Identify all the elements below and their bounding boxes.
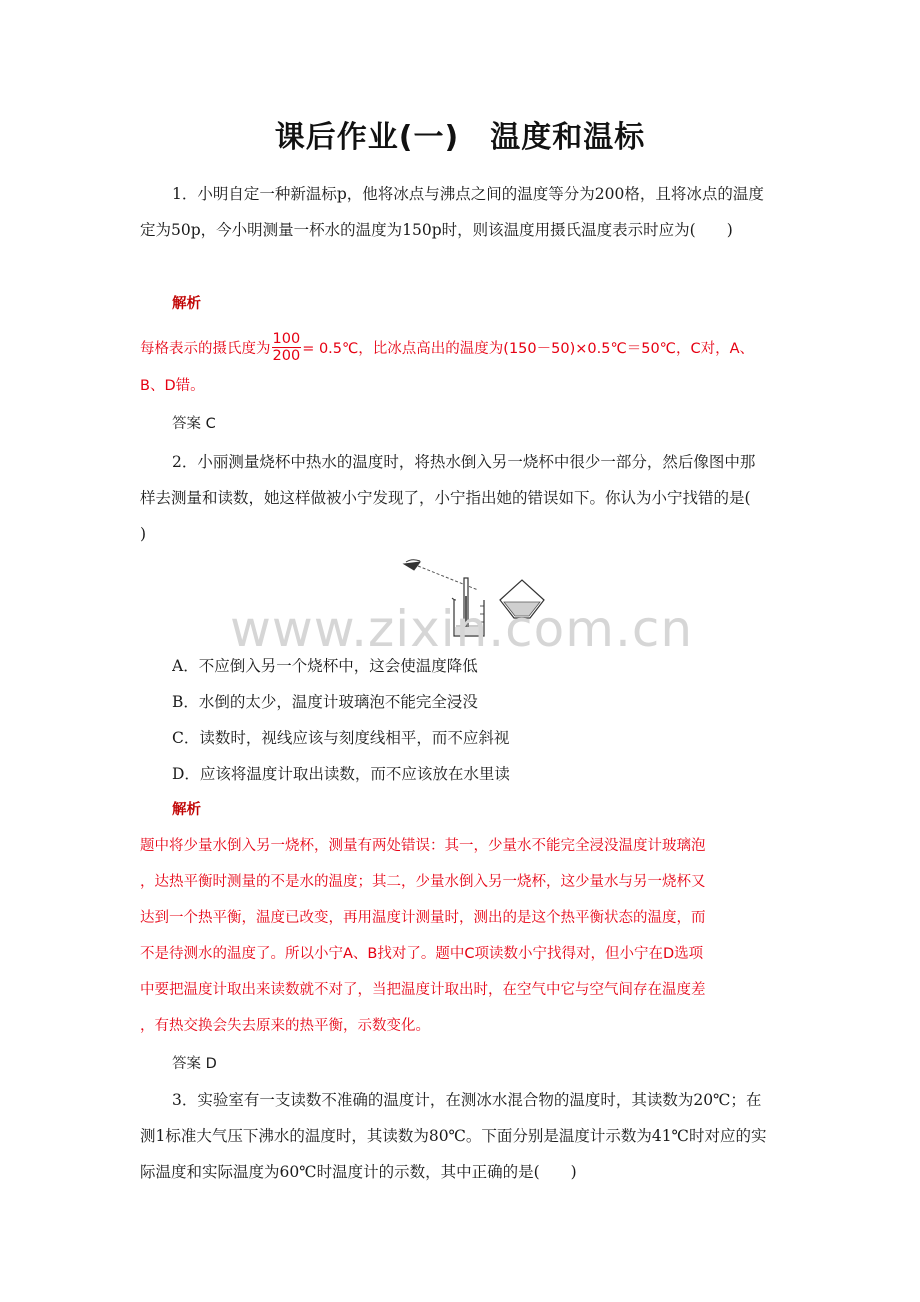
page-title: 课后作业(一) 温度和温标 <box>274 120 646 155</box>
q1-exp-rest: = 0.5℃，比冰点高出的温度为(150－50)×0.5℃＝50℃，C对，A、 <box>302 341 755 357</box>
q2-explanation-line: 题中将少量水倒入另一烧杯，测量有两处错误：其一，少量水不能完全浸没温度计玻璃泡 <box>140 838 706 854</box>
q1-stem-line2: 定为50p，今小明测量一杯水的温度为150p时，则该温度用摄氏温度表示时应为( ) <box>140 221 733 239</box>
q2-stem-line1: 2．小丽测量烧杯中热水的温度时，将热水倒入另一烧杯中很少一部分，然后像图中那 <box>172 453 756 471</box>
q1-fraction-denominator: 200 <box>272 347 301 364</box>
q1-explanation-line1 <box>140 332 785 368</box>
q2-option-a: A．不应倒入另一个烧杯中，这会使温度降低 <box>172 657 478 675</box>
q2-explanation-line: ，达热平衡时测量的不是水的温度；其二，少量水倒入另一烧杯，这少量水与另一烧杯又 <box>140 874 706 890</box>
q1-explanation-line2: B、D错。 <box>140 378 205 394</box>
q2-jiexi-label: 解析 <box>172 802 201 818</box>
q1-stem-line1: 1．小明自定一种新温标p，他将冰点与沸点之间的温度等分为200格，且将冰点的温度 <box>172 185 764 203</box>
q3-stem-line1: 3．实验室有一支读数不准确的温度计，在测冰水混合物的温度时，其读数为20℃；在 <box>172 1091 762 1109</box>
q1-fraction-numerator: 100 <box>272 332 301 347</box>
q1-exp-prefix: 每格表示的摄氏度为 <box>140 341 271 357</box>
q2-explanation-line: 不是待测水的温度了。所以小宁A、B找对了。题中C项读数小宁找得对，但小宁在D选项 <box>140 946 704 962</box>
q2-option-c: C．读数时，视线应该与刻度线相平，而不应斜视 <box>172 729 510 747</box>
q2-answer: 答案 D <box>172 1056 217 1072</box>
q2-stem-line2: 样去测量和读数，她这样做被小宁发现了，小宁指出她的错误如下。你认为小宁找错的是( <box>140 489 751 507</box>
q2-stem-line3: ) <box>140 525 147 543</box>
watermark-text: www.zixin.com.cn <box>230 600 694 658</box>
q2-explanation-line: 中要把温度计取出来读数就不对了，当把温度计取出时，在空气中它与空气间存在温度差 <box>140 982 706 998</box>
q3-stem-line2: 测1标准大气压下沸水的温度时，其读数为80℃。下面分别是温度计示数为41℃时对应的实 <box>140 1127 767 1145</box>
q1-jiexi-label: 解析 <box>172 296 201 312</box>
q3-stem-line3: 际温度和实际温度为60℃时温度计的示数，其中正确的是( ) <box>140 1163 577 1181</box>
q2-explanation-line: ，有热交换会失去原来的热平衡，示数变化。 <box>140 1018 430 1034</box>
q1-fraction <box>272 332 302 364</box>
q2-option-b: B．水倒的太少，温度计玻璃泡不能完全浸没 <box>172 693 478 711</box>
q2-option-d: D．应该将温度计取出读数，而不应该放在水里读 <box>172 765 510 783</box>
q1-answer: 答案 C <box>172 416 216 432</box>
q2-explanation-line: 达到一个热平衡，温度已改变，再用温度计测量时，测出的是这个热平衡状态的温度，而 <box>140 910 706 926</box>
